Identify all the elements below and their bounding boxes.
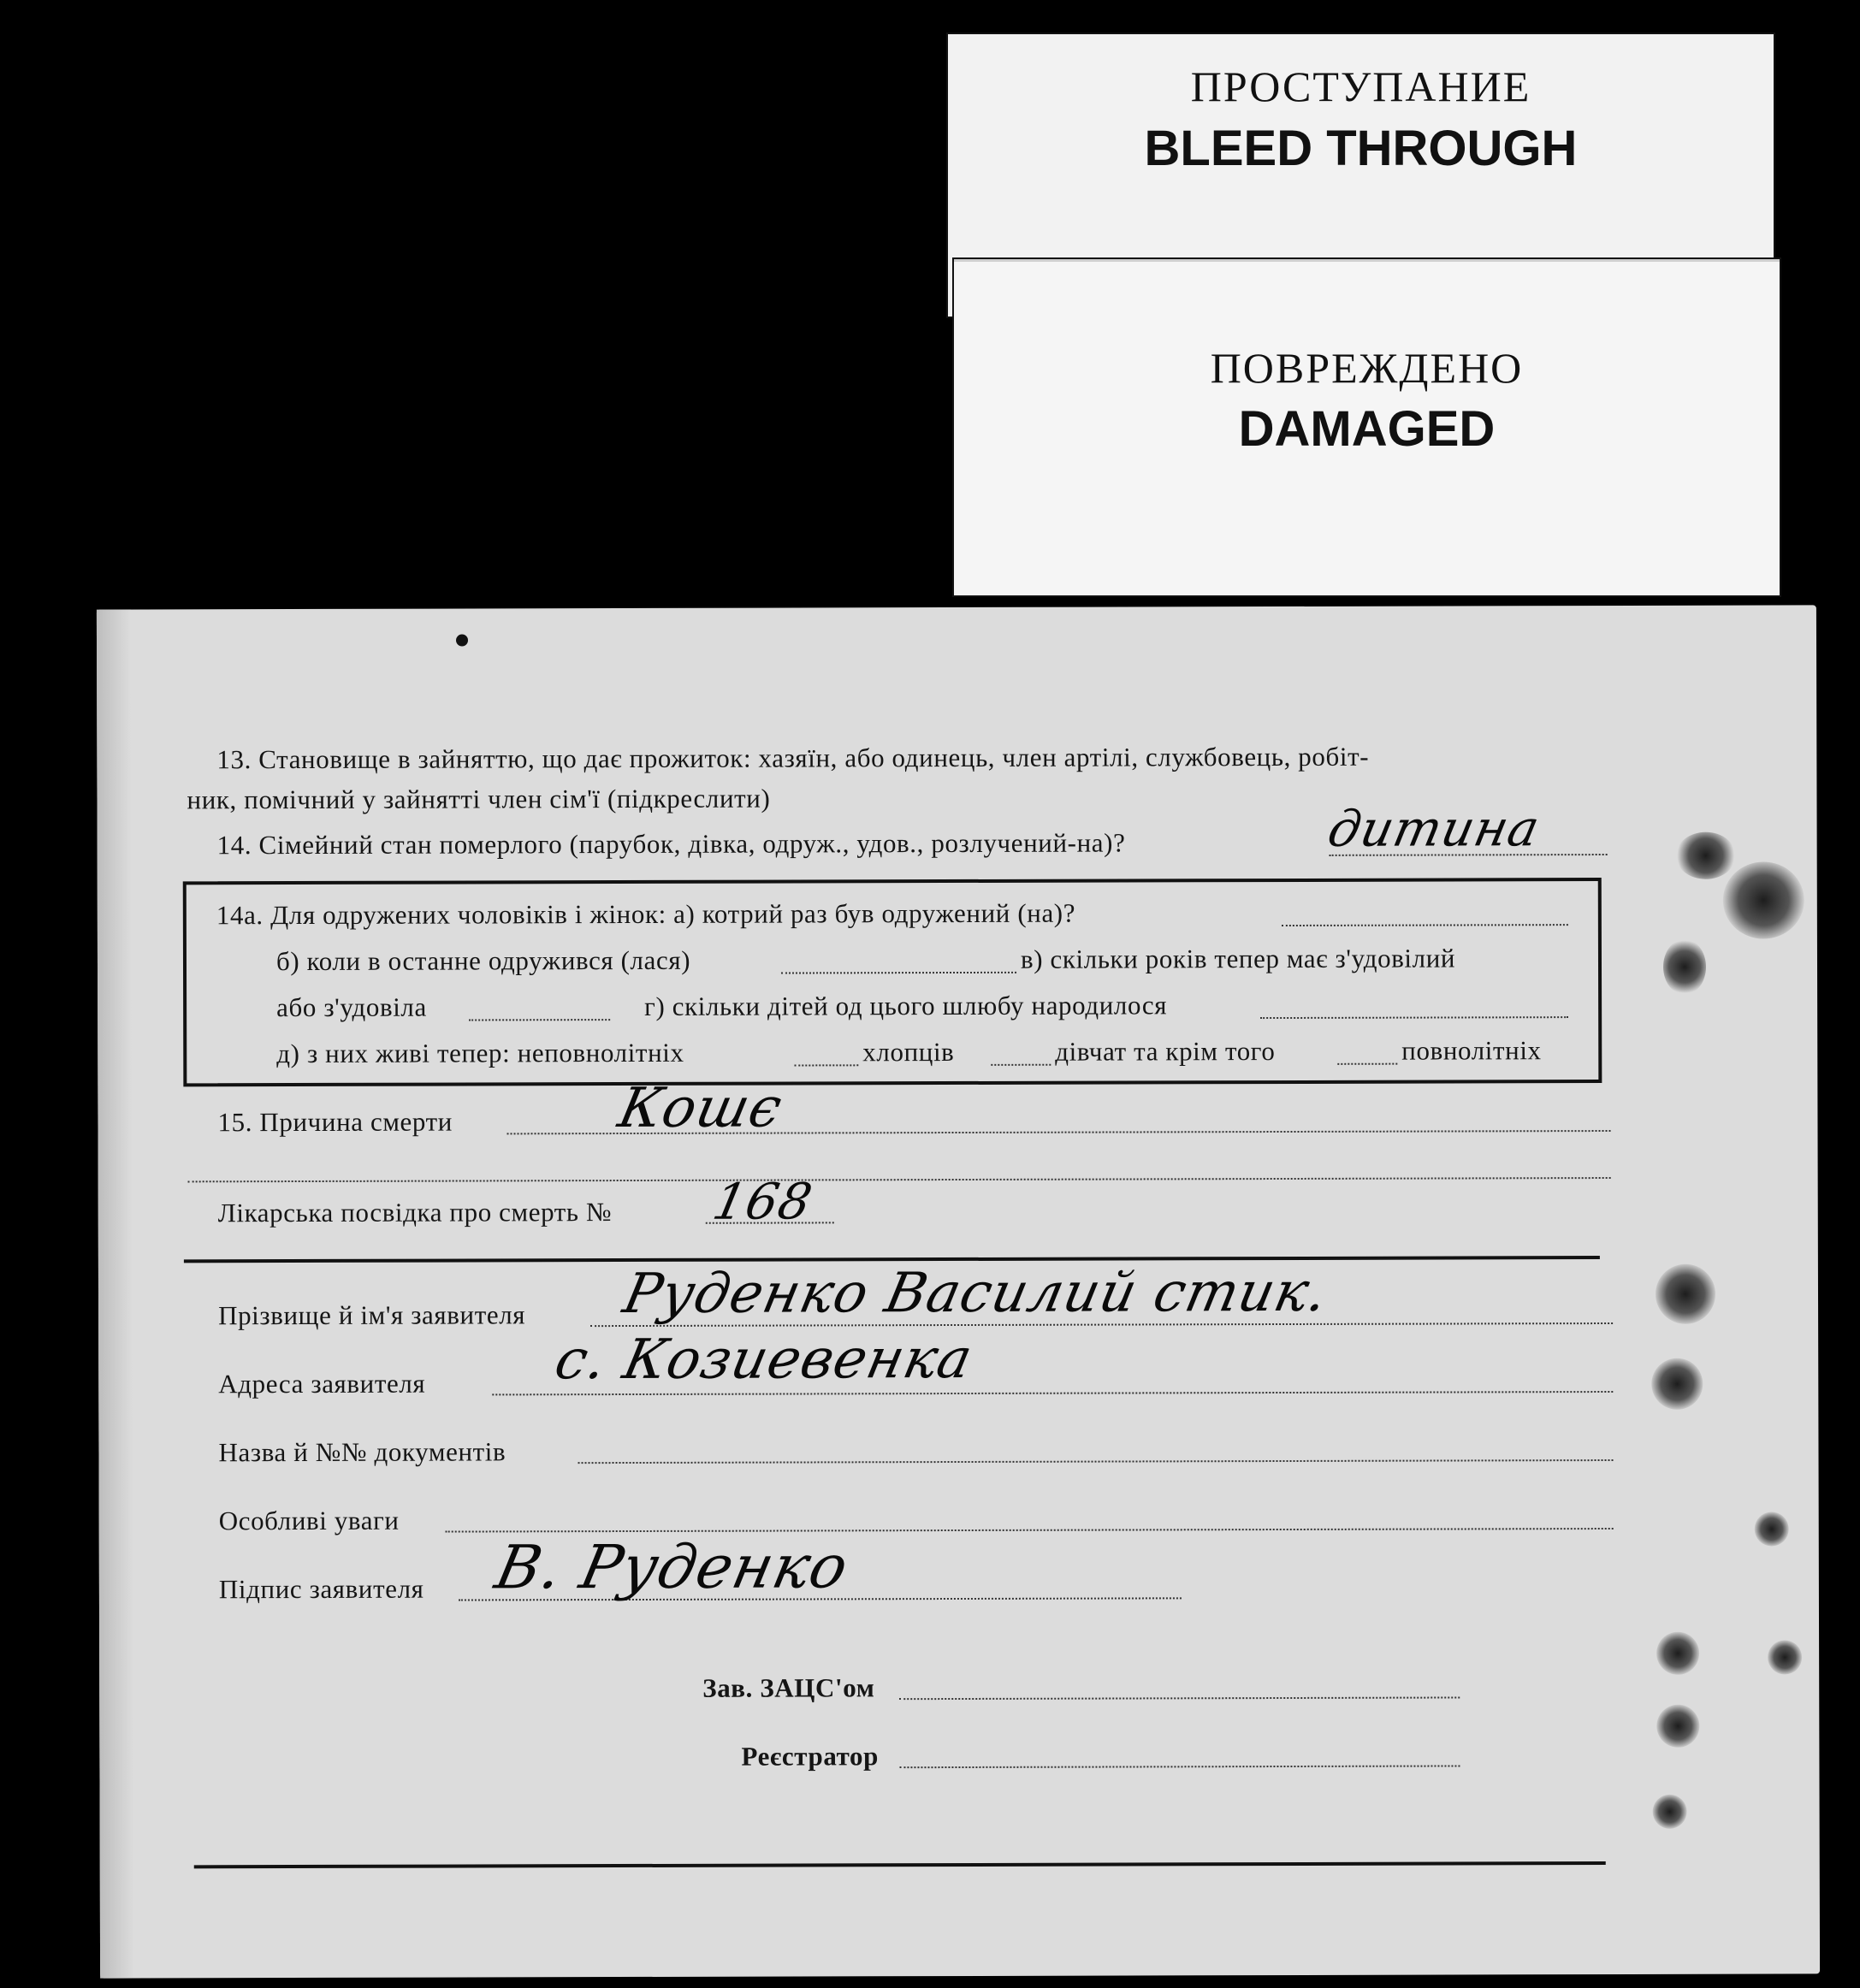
q14a-girls: дівчат та крім того [1055, 1036, 1276, 1067]
q15-answer: Кошє [613, 1076, 788, 1141]
marriage-box [183, 878, 1602, 1086]
damage-hole [1755, 1512, 1789, 1546]
signature-label: Підпис заявителя [218, 1573, 424, 1605]
bleed-through-ru: ПРОСТУПАНИЕ [1190, 62, 1531, 110]
applicant-name-label: Прізвище й ім'я заявителя [218, 1299, 526, 1331]
damage-hole [1656, 1705, 1699, 1748]
q14-label: 14. Сімейний стан померлого (парубок, дівка, одруж., удов., розлучений-на)? [216, 827, 1126, 861]
damaged-card [954, 259, 1780, 595]
documents-dots [578, 1459, 1614, 1464]
q14a-d-dots [794, 1064, 858, 1066]
cert-label: Лікарська посвідка про смерть № [217, 1197, 613, 1228]
damage-hole [1723, 861, 1804, 938]
damage-hole [1651, 1358, 1703, 1410]
notes-label: Особливі уваги [218, 1505, 400, 1536]
damage-hole [1656, 1264, 1715, 1324]
damage-hole [1676, 832, 1736, 879]
q14a-d: д) з них живі тепер: неповнолітніх [276, 1037, 684, 1069]
damaged-en: DAMAGED [1238, 401, 1496, 457]
cert-number: 168 [708, 1172, 818, 1231]
q13-line1: 13. Становище в зайняттю, що дає прожиток: хазяїн, або одинець, член артілі, службовець, робіт- [216, 741, 1370, 775]
q14a-b-dots [781, 972, 1016, 974]
damage-hole [1653, 1795, 1687, 1829]
q14a-girls-dots [1337, 1063, 1397, 1065]
documents-label: Назва й №№ документів [218, 1436, 506, 1468]
q15-label: 15. Причина смерти [217, 1106, 453, 1138]
q14a-v: в) скільки років тепер має з'удовілий [1020, 943, 1456, 974]
q15-dots-2 [188, 1177, 1611, 1182]
q14a-g-dots [1260, 1016, 1568, 1019]
q13-line2: ник, помічний у зайнятті член сім'ї (підкреслити) [187, 783, 771, 815]
registrar-label: Реєстратор [741, 1741, 880, 1772]
q14a-abo-dots [469, 1019, 610, 1021]
q14a-abo: або з'удовіла [276, 991, 427, 1023]
registrar-dots [899, 1765, 1460, 1768]
form-sheet [97, 605, 1820, 1978]
q14a-g: г) скільки дітей од цього шлюбу народилося [644, 990, 1168, 1021]
bottom-rule [194, 1861, 1606, 1868]
damage-hole [1663, 939, 1706, 995]
punch-hole [456, 634, 468, 646]
q14a-line1: 14а. Для одружених чоловіків і жінок: а) котрий раз був одружений (на)? [216, 897, 1076, 931]
q14a-b: б) коли в останне одружився (лася) [275, 944, 691, 977]
applicant-address-label: Адреса заявителя [218, 1368, 426, 1399]
q14a-boys: хлопців [862, 1037, 955, 1068]
bleed-through-en: BLEED THROUGH [1144, 121, 1578, 176]
q14a-boys-dots [991, 1064, 1051, 1066]
damaged-ru: ПОВРЕЖДЕНО [1210, 344, 1524, 392]
damage-hole [1768, 1640, 1802, 1674]
head-label: Зав. ЗАЦС'ом [702, 1672, 875, 1703]
head-dots [899, 1696, 1460, 1700]
sheet-edge [97, 610, 134, 1979]
q14-answer: дитина [1323, 799, 1545, 858]
applicant-name: Руденко Василий стик. [618, 1260, 1334, 1327]
applicant-address: с. Козиевенка [549, 1327, 979, 1393]
q14a-adults: повнолітніх [1401, 1035, 1542, 1066]
q14a-a-dots [1282, 924, 1568, 926]
applicant-signature: В. Руденко [489, 1531, 855, 1603]
damage-hole [1656, 1632, 1699, 1675]
